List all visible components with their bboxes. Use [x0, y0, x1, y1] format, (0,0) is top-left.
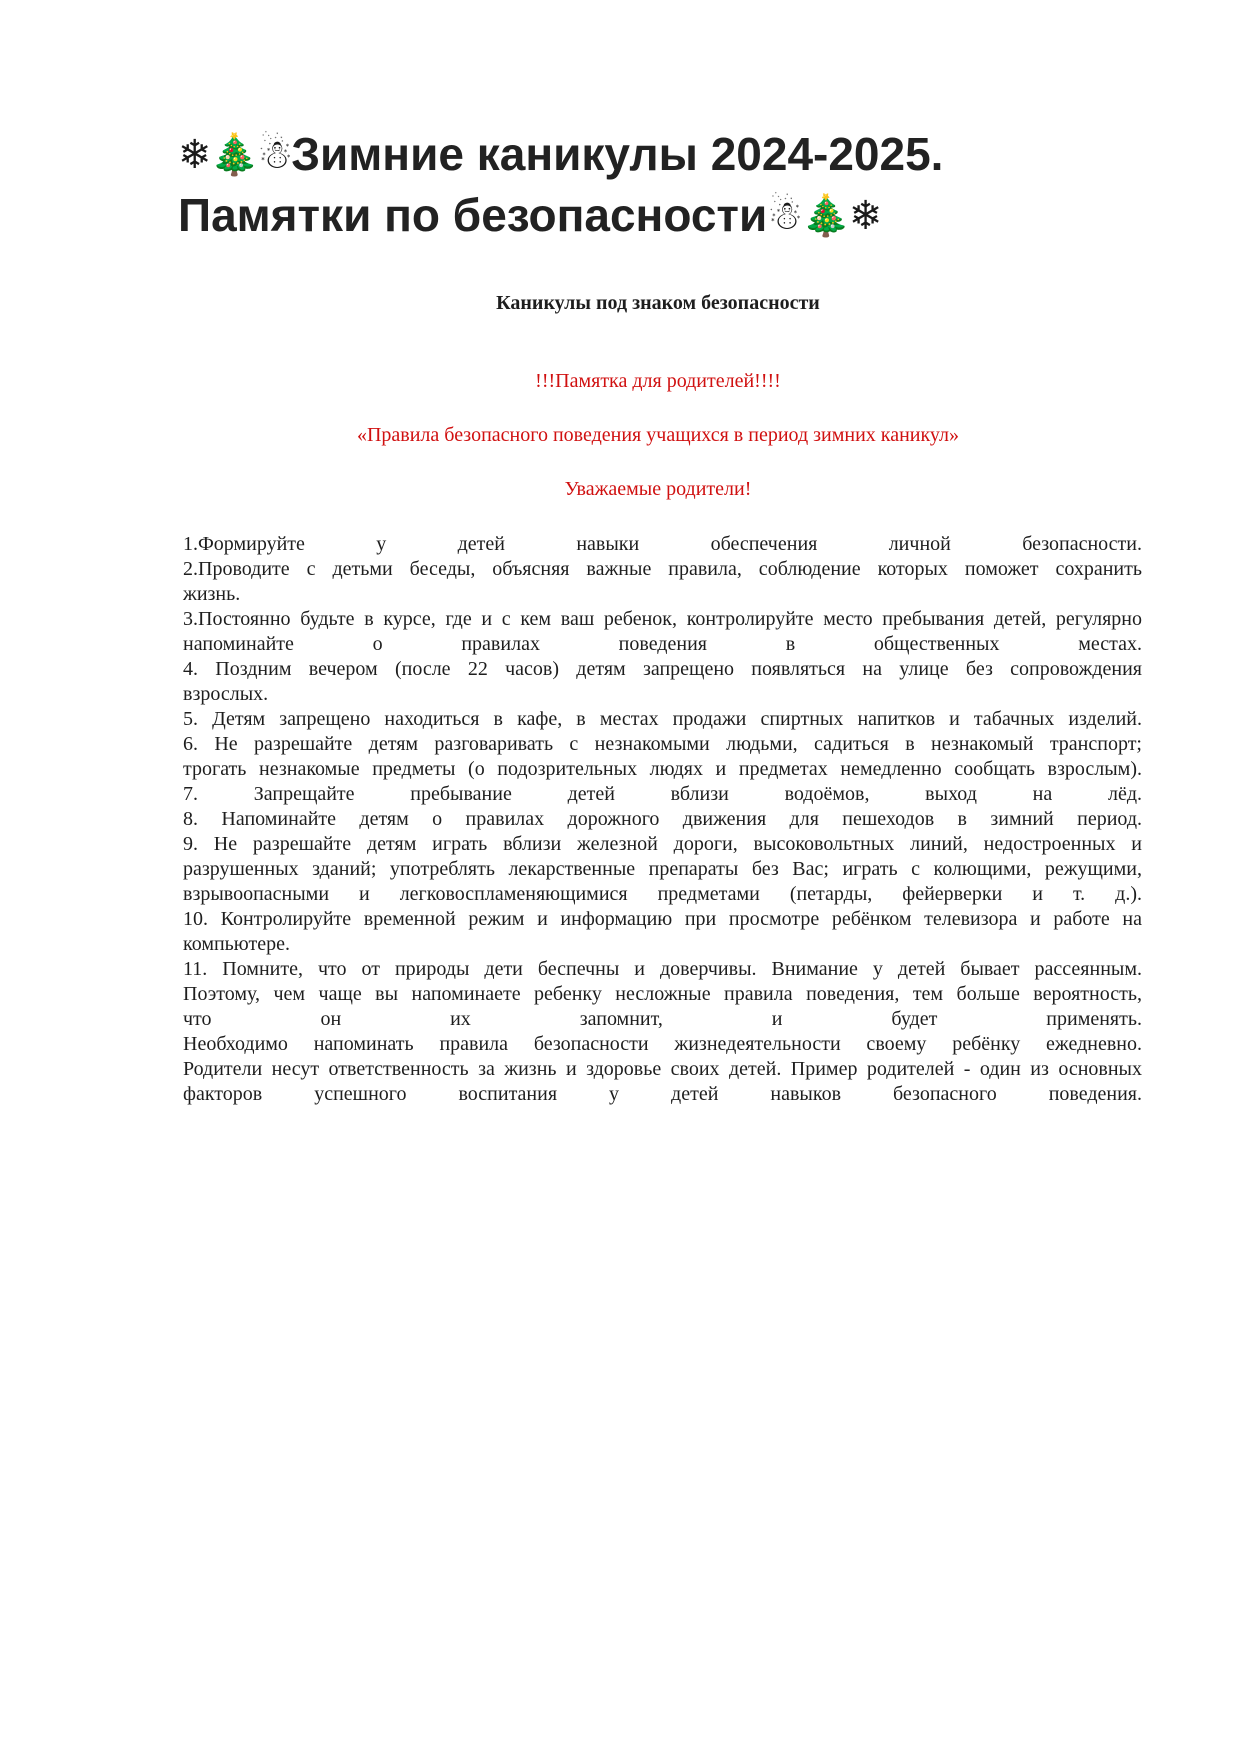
text-line: напоминайте о правилах поведения в общественных местах.	[183, 633, 1142, 655]
snowflake-icon: ❄	[848, 193, 881, 239]
text-line: Родители несут ответственность за жизнь и здоровье своих детей. Пример родителей - один из основных	[183, 1058, 1142, 1080]
text-line: разрушенных зданий; употреблять лекарственные препараты без Вас; играть с колющими, режущими,	[183, 858, 1142, 880]
text-line: что он их запомнит, и будет применять.	[183, 1008, 1142, 1030]
title-line-2	[178, 185, 1158, 246]
snowflake-icon: ❄	[178, 132, 210, 178]
text-line: Необходимо напоминать правила безопасности жизнедеятельности своему ребёнку ежедневно.	[183, 1033, 1142, 1055]
text-line: 8. Напоминайте детям о правилах дорожного движения для пешеходов в зимний период.	[183, 808, 1142, 830]
text-line: 4. Поздним вечером (после 22 часов) детям запрещено появляться на улице без сопровождения	[183, 658, 1142, 680]
text-line: 11. Помните, что от природы дети беспечны и доверчивы. Внимание у детей бывает рассеянным.	[183, 958, 1142, 980]
text-line: 9. Не разрешайте детям играть вблизи железной дороги, высоковольтных линий, недостроенных и	[183, 833, 1142, 855]
text-line: Поэтому, чем чаще вы напоминаете ребенку несложные правила поведения, тем больше вероятность,	[183, 983, 1142, 1005]
title-icons-right	[767, 186, 880, 246]
text-line: компьютере.	[183, 933, 290, 955]
snowman-icon: ☃	[767, 193, 802, 239]
safety-rules-list	[183, 532, 1142, 1107]
text-line: 3.Постоянно будьте в курсе, где и с кем ваш ребенок, контролируйте место пребывания детей, регулярно	[183, 608, 1142, 630]
text-line: 2.Проводите с детьми беседы, объясняя важные правила, соблюдение которых поможет сохранить	[183, 558, 1142, 580]
text-line: взрывоопасными и легковоспламеняющимися предметами (петарды, фейерверки и т. д.).	[183, 883, 1142, 905]
section-subtitle: Каникулы под знаком безопасности	[496, 292, 820, 314]
greeting: Уважаемые родители!	[564, 478, 752, 500]
text-line: 5. Детям запрещено находиться в кафе, в местах продажи спиртных напитков и табачных изделий.	[183, 708, 1142, 730]
christmas-tree-icon: 🎄	[801, 193, 849, 239]
text-line: факторов успешного воспитания у детей навыков безопасного поведения.	[183, 1083, 1142, 1105]
christmas-tree-icon: 🎄	[209, 132, 258, 178]
text-line: 1.Формируйте у детей навыки обеспечения личной безопасности.	[183, 533, 1142, 555]
text-line: 7. Запрещайте пребывание детей вблизи водоёмов, выход на лёд.	[183, 783, 1142, 805]
text-line: 10. Контролируйте временной режим и информацию при просмотре ребёнком телевизора и работе на	[183, 908, 1142, 930]
snowman-icon: ☃	[257, 132, 292, 178]
rules-title: «Правила безопасного поведения учащихся в период зимних каникул»	[356, 424, 960, 446]
page-title	[178, 124, 1158, 246]
text-line: трогать незнакомые предметы (о подозрительных людях и предметах немедленно сообщать взрослым).	[183, 758, 1142, 780]
title-text-line-1: Зимние каникулы 2024-2025.	[291, 128, 944, 180]
title-line-1	[178, 124, 1158, 185]
text-line: жизнь.	[183, 583, 241, 605]
text-line: 6. Не разрешайте детям разговаривать с незнакомыми людьми, садиться в незнакомый транспорт;	[183, 733, 1142, 755]
title-icons-left	[178, 125, 291, 185]
text-line: взрослых.	[183, 683, 269, 705]
title-text-line-2: Памятки по безопасности	[178, 189, 768, 241]
memo-title: !!!Памятка для родителей!!!!	[535, 370, 781, 392]
